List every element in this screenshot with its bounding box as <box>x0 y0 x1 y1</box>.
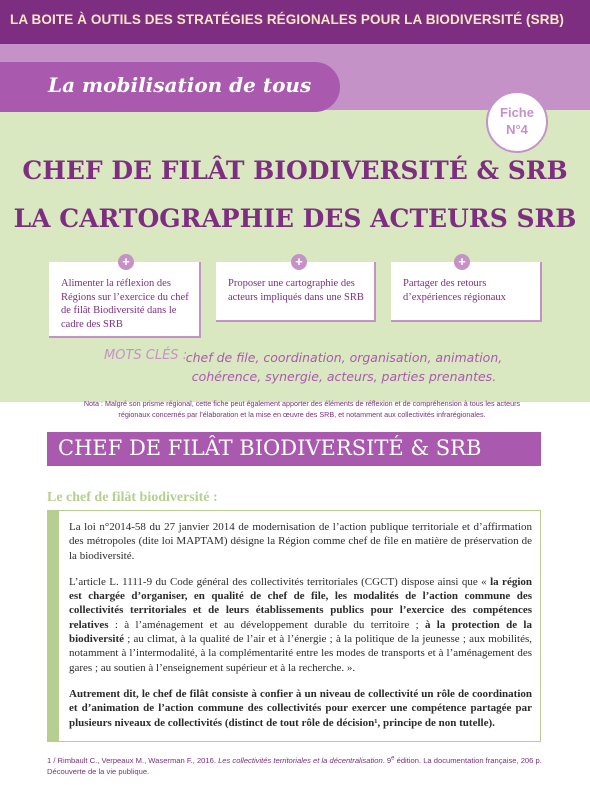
footnote-text: . 9 <box>382 756 392 765</box>
objective-box <box>391 262 542 322</box>
text-run-bold: à la protection de la biodiversité <box>69 618 532 646</box>
banner-text: LA BOITE À OUTILS DES STRATÉGIES RÉGIONALES POUR LA BIODIVERSITÉ (SRB) <box>10 12 565 27</box>
section-title: CHEF DE FILÂT BIODIVERSITÉ & SRB <box>58 436 482 460</box>
fiche-badge <box>486 91 548 153</box>
footnote <box>47 755 547 777</box>
fiche-number: N°4 <box>506 122 528 137</box>
section-title-bar <box>47 432 541 466</box>
plus-icon: + <box>118 254 134 270</box>
paragraph-maptam: La loi n°2014-58 du 27 janvier 2014 de modernisation de l’action publique territoriale et d’affirmation des métropoles (dite loi MAPTAM) désigne la Région comme chef de file en matière de préservation de la biodiversité. <box>69 521 532 562</box>
section-label: La mobilisation de tous <box>48 73 312 97</box>
fiche-label: Fiche <box>500 105 534 120</box>
main-title-line2: LA CARTOGRAPHIE DES ACTEURS SRB <box>13 204 577 233</box>
footnote-text: édition. La documentation française, 206 p. Découverte de la vie publique. <box>47 756 542 776</box>
objective-text: Proposer une cartographie des acteurs impliqués dans une SRB <box>228 278 364 303</box>
content-box <box>47 510 541 742</box>
text-run-bold: la région est chargée d’organiser, en qualité de chef de file, les modalités de l’action commune des collectivités territoriales et de leurs établissements publics pour l’exercice des compétences relatives <box>69 575 532 631</box>
plus-icon: + <box>454 254 470 270</box>
text-run: ; au climat, à la qualité de l’air et à l’énergie ; à la politique de la jeunesse ; aux mobilités, notamment à l’intermodalité, à la complémentarité entre les modes de transports et à l’aménagement des gares ; au soutien à l’enseignement supérieur et à la recherche. ». <box>69 633 532 674</box>
section-label-pill <box>0 62 340 112</box>
objective-box <box>49 262 201 338</box>
text-run: : à l’aménagement et au développement durable du territoire ; <box>108 618 425 631</box>
objective-box <box>216 262 376 322</box>
subheading: Le chef de filât biodiversité : <box>47 490 218 505</box>
paragraph-summary: Autrement dit, le chef de filât consiste à confier à un niveau de collectivité un rôle de coordination et d’animation de l’action commune des collectivités pour exercer une compétence partagée par plusieurs niveaux de collectivités (distinct de tout rôle de décision¹, principe de non tutelle). <box>69 687 532 729</box>
objective-text: Alimenter la réflexion des Régions sur l’exercice du chef de filât Biodiversité dans le cadre des SRB <box>61 278 189 330</box>
keywords-text: chef de file, coordination, organisation, animation, cohérence, synergie, acteurs, parties prenantes. <box>185 350 503 384</box>
keywords-label: MOTS CLÉS : <box>104 348 188 363</box>
footnote-authors: 1 / Rimbault C., Verpeaux M., Waserman F., 2016. <box>47 756 219 765</box>
plus-icon: + <box>291 254 307 270</box>
paragraph-cgct <box>69 575 532 675</box>
footnote-book-title: Les collectivités territoriales et la décentralisation <box>218 756 383 765</box>
main-title-line1: CHEF DE FILÂT BIODIVERSITÉ & SRB <box>22 156 568 185</box>
footnote-superscript: e <box>391 755 395 762</box>
nota-text: Nota : Malgré son prisme régional, cette fiche peut également apporter des éléments de réflexion et de compréhension à tous les acteurs régionaux concernés par l’élaboration et la mise en œuvre des SRB, et notamment aux collectivités infrarégionales. <box>83 399 521 419</box>
objective-text: Partager des retours d’expériences régionaux <box>403 278 506 303</box>
text-run: L’article L. 1111-9 du Code général des collectivités territoriales (CGCT) dispose ainsi que « <box>69 575 491 588</box>
top-banner <box>0 0 590 44</box>
